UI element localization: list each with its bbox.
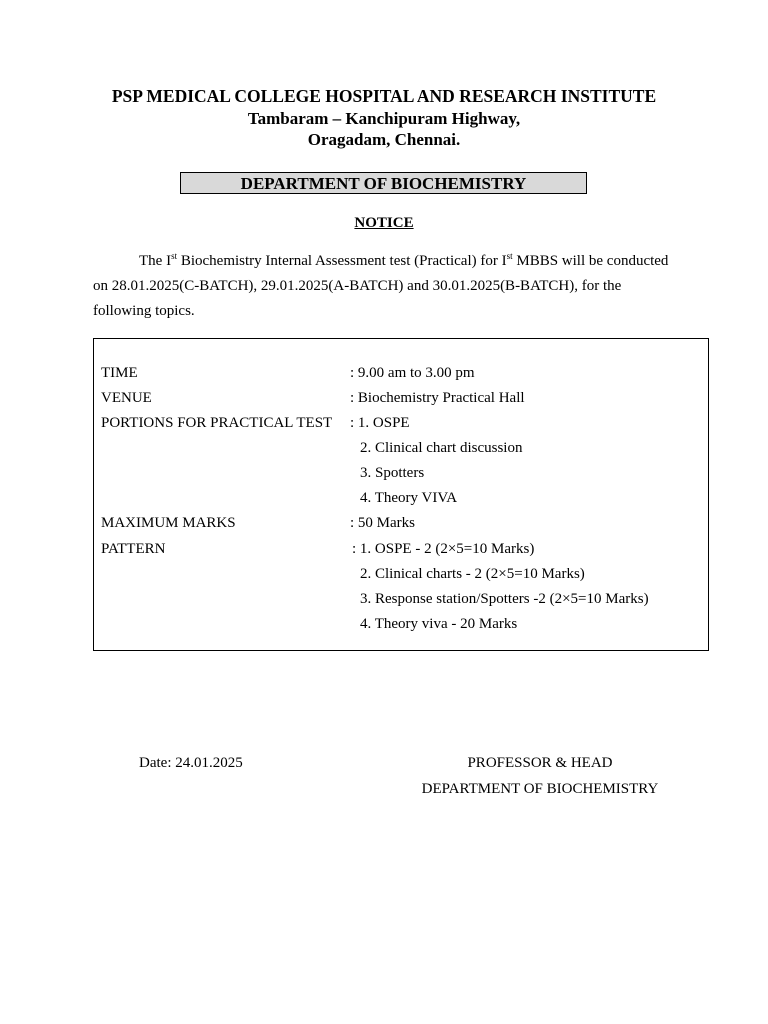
pattern-row-cont [94, 587, 708, 612]
portions-row-cont [94, 436, 708, 461]
portion-item: 4. Theory VIVA [360, 490, 458, 506]
address-line-1: Tambaram – Kanchipuram Highway, [247, 108, 521, 128]
venue-value: : Biochemistry Practical Hall [350, 390, 525, 406]
venue-row [94, 386, 708, 411]
pattern-row [94, 537, 708, 562]
portions-row [94, 411, 708, 436]
letterhead [0, 86, 768, 151]
portion-item: 3. Spotters [360, 465, 425, 481]
pattern-item: : 1. OSPE - 2 (2×5=10 Marks) [352, 541, 535, 557]
time-label: TIME [101, 365, 138, 381]
portions-row-cont [94, 486, 708, 511]
pattern-item: 2. Clinical charts - 2 (2×5=10 Marks) [360, 566, 585, 582]
pattern-row-cont [94, 612, 708, 637]
notice-date: Date: 24.01.2025 [139, 755, 243, 771]
department-banner: DEPARTMENT OF BIOCHEMISTRY [180, 172, 587, 194]
time-row [94, 361, 708, 386]
signatory-title: PROFESSOR & HEAD [467, 755, 613, 771]
portions-row-cont [94, 461, 708, 486]
paragraph-text-2: Biochemistry Internal Assessment test (Practical) for I [177, 253, 507, 269]
paragraph-text-1: The I [139, 253, 172, 269]
pattern-item: 4. Theory viva - 20 Marks [360, 616, 518, 632]
marks-label: MAXIMUM MARKS [101, 515, 236, 531]
time-value: : 9.00 am to 3.00 pm [350, 365, 475, 381]
pattern-row-cont [94, 562, 708, 587]
portions-label: PORTIONS FOR PRACTICAL TEST [101, 415, 333, 431]
venue-label: VENUE [101, 390, 152, 406]
marks-row [94, 511, 708, 536]
notice-title: NOTICE [354, 215, 414, 231]
address-line-2: Oragadam, Chennai. [307, 130, 461, 149]
pattern-item: 3. Response station/Spotters -2 (2×5=10 Marks) [360, 591, 649, 607]
signature-block [418, 750, 662, 802]
superscript-2: st [506, 251, 513, 261]
portion-item: 2. Clinical chart discussion [360, 440, 523, 456]
marks-value: : 50 Marks [350, 515, 415, 531]
superscript-1: st [171, 251, 178, 261]
portion-item: : 1. OSPE [350, 415, 410, 431]
pattern-label: PATTERN [101, 541, 166, 557]
institution-name: PSP MEDICAL COLLEGE HOSPITAL AND RESEARCH INSTITUTE [111, 86, 657, 106]
paragraph-text-3: MBBS will be conducted on 28.01.2025(C-BATCH), 29.01.2025(A-BATCH) and 30.01.2025(B-BATCH), for the following topics. [93, 253, 669, 319]
signatory-department: DEPARTMENT OF BIOCHEMISTRY [421, 781, 659, 797]
notice-paragraph [93, 249, 673, 324]
details-table [93, 338, 709, 651]
